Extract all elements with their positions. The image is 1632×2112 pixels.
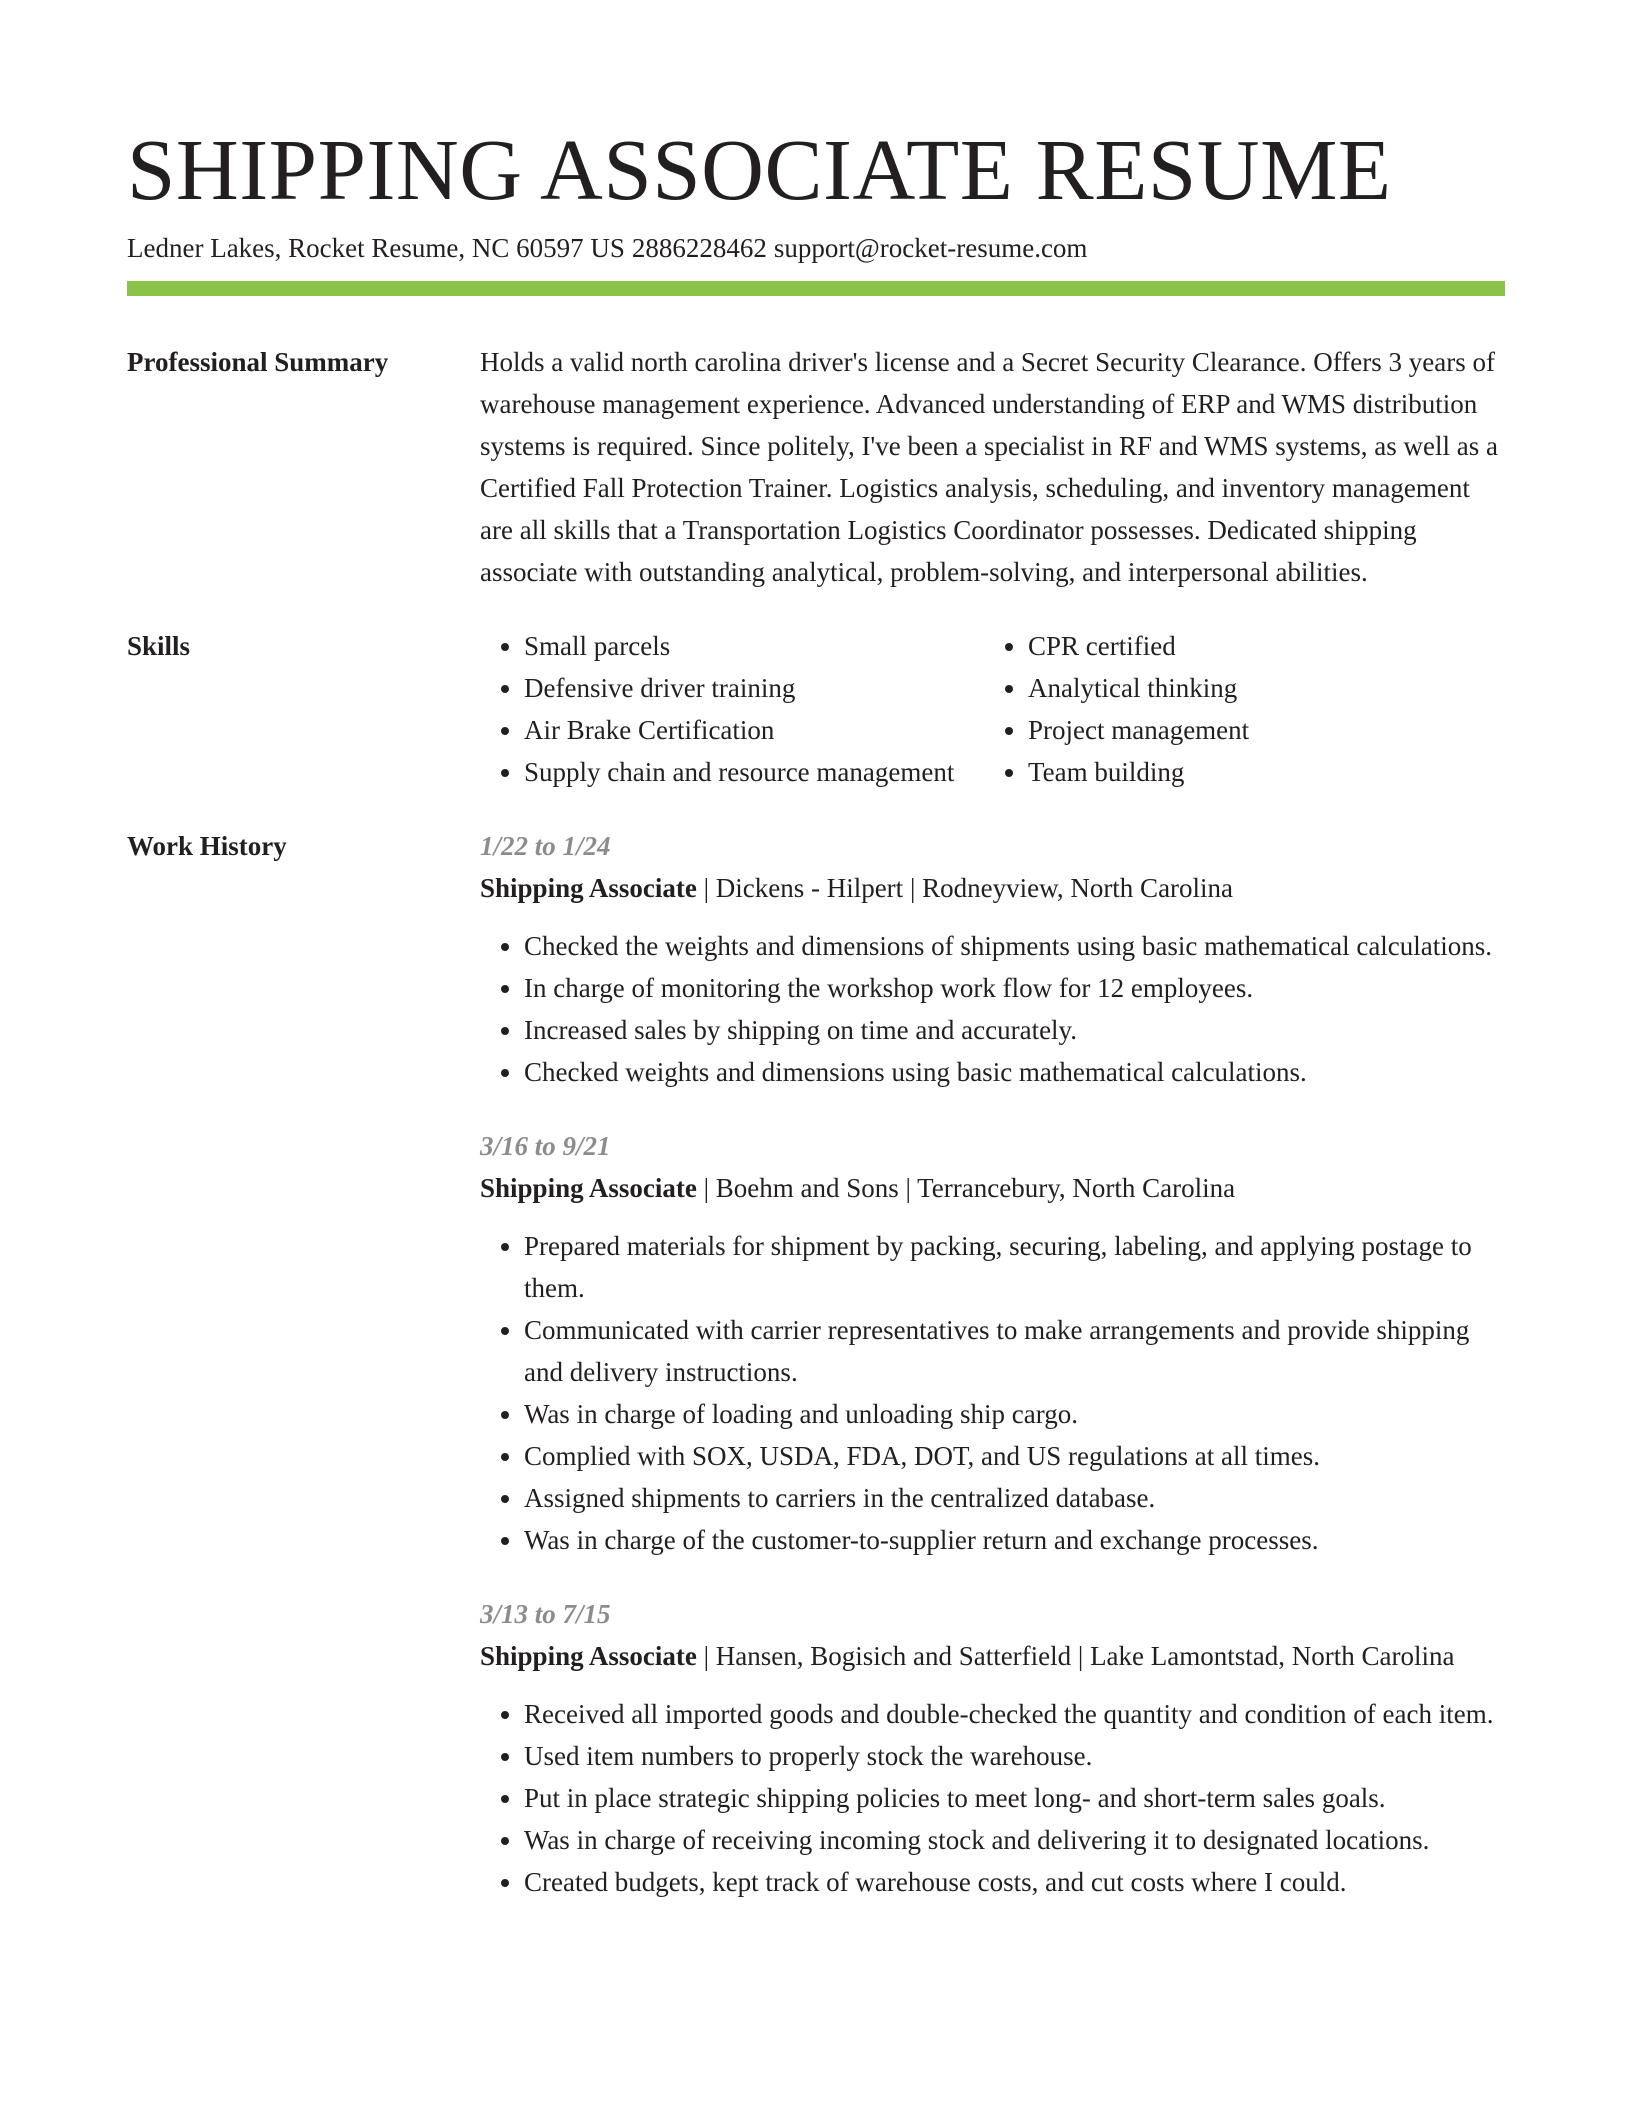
job-separator: |: [703, 1641, 709, 1671]
skills-grid: [480, 625, 1505, 793]
job-bullet: • Checked weights and dimensions using basic mathematical calculations.: [524, 1051, 1505, 1093]
job-heading: [480, 1167, 1505, 1209]
job-bullet: • Checked the weights and dimensions of shipments using basic mathematical calculations.: [524, 925, 1505, 967]
section-label-summary: Professional Summary: [127, 347, 389, 377]
job-separator: |: [905, 1173, 911, 1203]
resume-page: [127, 120, 1505, 1935]
job-bullet: • Was in charge of loading and unloading ship cargo.: [524, 1393, 1505, 1435]
skill-item: • Defensive driver training: [524, 667, 984, 709]
job-bullet: • Put in place strategic shipping policies to meet long- and short-term sales goals.: [524, 1777, 1505, 1819]
section-label-skills: Skills: [127, 631, 191, 661]
job-dates: 1/22 to 1/24: [480, 831, 611, 861]
accent-divider: [127, 281, 1505, 296]
job-dates: 3/16 to 9/21: [480, 1131, 611, 1161]
skill-item: • Project management: [1028, 709, 1249, 751]
job-bullet: • Complied with SOX, USDA, FDA, DOT, and US regulations at all times.: [524, 1435, 1505, 1477]
job-bullet: • Prepared materials for shipment by packing, securing, labeling, and applying postage to them.: [524, 1225, 1505, 1309]
section-label-work-history: Work History: [127, 831, 287, 861]
job-bullet: • Increased sales by shipping on time and accurately.: [524, 1009, 1505, 1051]
job-entry: [480, 825, 1505, 1093]
job-bullet: • Communicated with carrier representatives to make arrangements and provide shipping and delivery instructions.: [524, 1309, 1505, 1393]
job-bullets: [480, 925, 1505, 1093]
skills-column-1: [480, 625, 984, 793]
job-separator: |: [1077, 1641, 1084, 1671]
skill-item: • Air Brake Certification: [524, 709, 984, 751]
job-company: Dickens - Hilpert: [715, 873, 904, 903]
skill-item: • Supply chain and resource management: [524, 751, 984, 793]
work-history-list: [480, 825, 1505, 1935]
contact-line: [127, 231, 1505, 265]
contact-phone: 2886228462: [631, 233, 767, 263]
job-separator: |: [703, 873, 709, 903]
job-location: Lake Lamontstad, North Carolina: [1090, 1641, 1455, 1671]
job-bullet: • In charge of monitoring the workshop work flow for 12 employees.: [524, 967, 1505, 1009]
skill-item: • Team building: [1028, 751, 1249, 793]
section-work-history: [127, 825, 1505, 1935]
job-dates: 3/13 to 7/15: [480, 1599, 611, 1629]
job-separator: |: [909, 873, 916, 903]
section-skills: [127, 625, 1505, 793]
job-bullets: [480, 1225, 1505, 1561]
contact-address: Ledner Lakes, Rocket Resume, NC 60597 US: [127, 233, 625, 263]
job-bullet: • Received all imported goods and double-checked the quantity and condition of each item.: [524, 1693, 1505, 1735]
job-title: Shipping Associate: [480, 1641, 697, 1671]
skill-item: • Small parcels: [524, 625, 984, 667]
skills-column-2: [984, 625, 1249, 793]
job-title: Shipping Associate: [480, 873, 697, 903]
job-heading: [480, 1635, 1505, 1677]
resume-title: SHIPPING ASSOCIATE RESUME: [127, 121, 1392, 218]
contact-email: support@rocket-resume.com: [773, 233, 1088, 263]
job-entry: [480, 1125, 1505, 1561]
summary-text: Holds a valid north carolina driver's license and a Secret Security Clearance. Offers 3 years of warehouse management experience. Advanced understanding of ERP and WMS distribution systems is required. Since politely, I've been a specialist in RF and WMS systems, as well as a Certified Fall Protection Trainer. Logistics analysis, scheduling, and inventory management are all skills that a Transportation Logistics Coordinator possesses. Dedicated shipping associate with outstanding analytical, problem-solving, and interpersonal abilities.: [480, 347, 1498, 587]
job-bullet: • Used item numbers to properly stock the warehouse.: [524, 1735, 1505, 1777]
job-separator: |: [703, 1173, 709, 1203]
job-bullet: • Assigned shipments to carriers in the centralized database.: [524, 1477, 1505, 1519]
job-bullets: [480, 1693, 1505, 1903]
skill-item: • Analytical thinking: [1028, 667, 1249, 709]
job-bullet: • Was in charge of receiving incoming stock and delivering it to designated locations.: [524, 1819, 1505, 1861]
job-bullet: • Was in charge of the customer-to-supplier return and exchange processes.: [524, 1519, 1505, 1561]
job-location: Terrancebury, North Carolina: [917, 1173, 1236, 1203]
job-entry: [480, 1593, 1505, 1903]
skill-item: • CPR certified: [1028, 625, 1249, 667]
job-location: Rodneyview, North Carolina: [922, 873, 1234, 903]
job-heading: [480, 867, 1505, 909]
section-professional-summary: [127, 341, 1505, 593]
job-company: Boehm and Sons: [715, 1173, 899, 1203]
job-title: Shipping Associate: [480, 1173, 697, 1203]
job-bullet: • Created budgets, kept track of warehouse costs, and cut costs where I could.: [524, 1861, 1505, 1903]
job-company: Hansen, Bogisich and Satterfield: [715, 1641, 1072, 1671]
